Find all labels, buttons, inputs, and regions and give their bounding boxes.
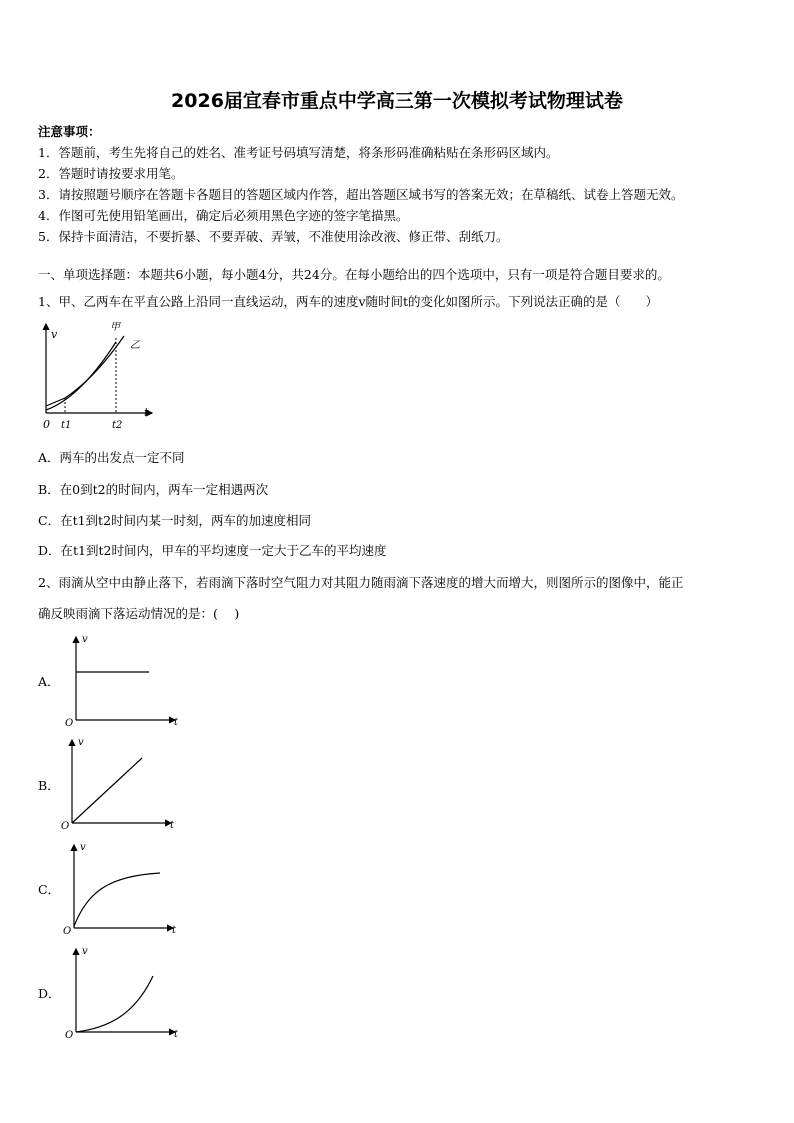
q2d-curve: [76, 976, 153, 1032]
q2a-origin: O: [65, 718, 74, 727]
q2c-curve: [74, 873, 160, 926]
q1-label-jia: 甲: [110, 322, 120, 333]
q1-option-d: D．在t1到t2时间内，甲车的平均速度一定大于乙车的平均速度: [38, 543, 387, 558]
q2-option-b-label: B．: [38, 778, 60, 793]
q2d-y-label: v: [82, 946, 88, 957]
q1-label-yi: 乙: [130, 340, 140, 351]
q2d-origin: O: [65, 1030, 74, 1039]
q2-option-c-graph: [60, 840, 185, 935]
q2-stem-line-1: 2、雨滴从空中由静止落下，若雨滴下落时空气阻力对其阻力随雨滴下落速度的增大而增大，则图所示的图像中，能正: [38, 575, 684, 590]
section-heading: 一、单项选择题：本题共6小题，每小题4分，共24分。在每小题给出的四个选项中，只有一项是符合题目要求的。: [38, 267, 670, 282]
q2b-curve: [72, 758, 142, 823]
q2b-y-label: v: [78, 737, 84, 748]
q2-option-b-graph: [58, 735, 183, 830]
q1-x-label: t: [144, 406, 149, 419]
q1-y-label: v: [51, 328, 58, 341]
q2d-x-label: t: [174, 1029, 179, 1039]
q1-origin: 0: [43, 418, 50, 431]
q2b-origin: O: [61, 821, 70, 830]
q1-option-a: A．两车的出发点一定不同: [38, 450, 185, 465]
q2-option-d-label: D．: [38, 986, 61, 1001]
notice-item-1: 1．答题前，考生先将自己的姓名、准考证号码填写清楚，将条形码准确粘贴在条形码区域内。: [38, 145, 559, 160]
q2b-x-label: t: [170, 820, 175, 830]
q2a-x-label: t: [174, 717, 179, 727]
q1-t1-label: t1: [61, 420, 72, 431]
q2-option-a-label: A．: [38, 674, 60, 689]
q1-option-c: C．在t1到t2时间内某一时刻，两车的加速度相同: [38, 513, 312, 528]
q1-t2-label: t2: [112, 420, 123, 431]
q2c-origin: O: [63, 926, 72, 935]
q1-option-b: B．在0到t2的时间内，两车一定相遇两次: [38, 482, 269, 497]
q2-option-d-graph: [62, 944, 187, 1039]
q2c-x-label: t: [172, 925, 177, 935]
notice-item-4: 4．作图可先使用铅笔画出，确定后必须用黑色字迹的签字笔描黑。: [38, 208, 409, 223]
q2-option-a-graph: [62, 632, 187, 727]
q1-velocity-time-graph: [30, 318, 160, 433]
notice-item-5: 5．保持卡面清洁，不要折暴、不要弄破、弄皱，不准使用涂改液、修正带、刮纸刀。: [38, 229, 509, 244]
q1-stem: 1、甲、乙两车在平直公路上沿同一直线运动，两车的速度v随时间t的变化如图所示。下列说法正确的是（ ）: [38, 294, 659, 309]
q2-stem-line-2: 确反映雨滴下落运动情况的是：( ): [38, 606, 240, 621]
q2-option-c-label: C．: [38, 882, 61, 897]
q1-curve-jia: [46, 342, 116, 410]
page-title: 2026届宜春市重点中学高三第一次模拟考试物理试卷: [171, 90, 623, 112]
notice-heading: 注意事项：: [38, 124, 101, 139]
notice-item-2: 2．答题时请按要求用笔。: [38, 166, 184, 181]
q2c-y-label: v: [80, 842, 86, 853]
notice-item-3: 3．请按照题号顺序在答题卡各题目的答题区域内作答，超出答题区域书写的答案无效；在草稿纸、试卷上答题无效。: [38, 187, 684, 202]
q2a-y-label: v: [82, 634, 88, 645]
q1-line-yi: [46, 336, 124, 406]
